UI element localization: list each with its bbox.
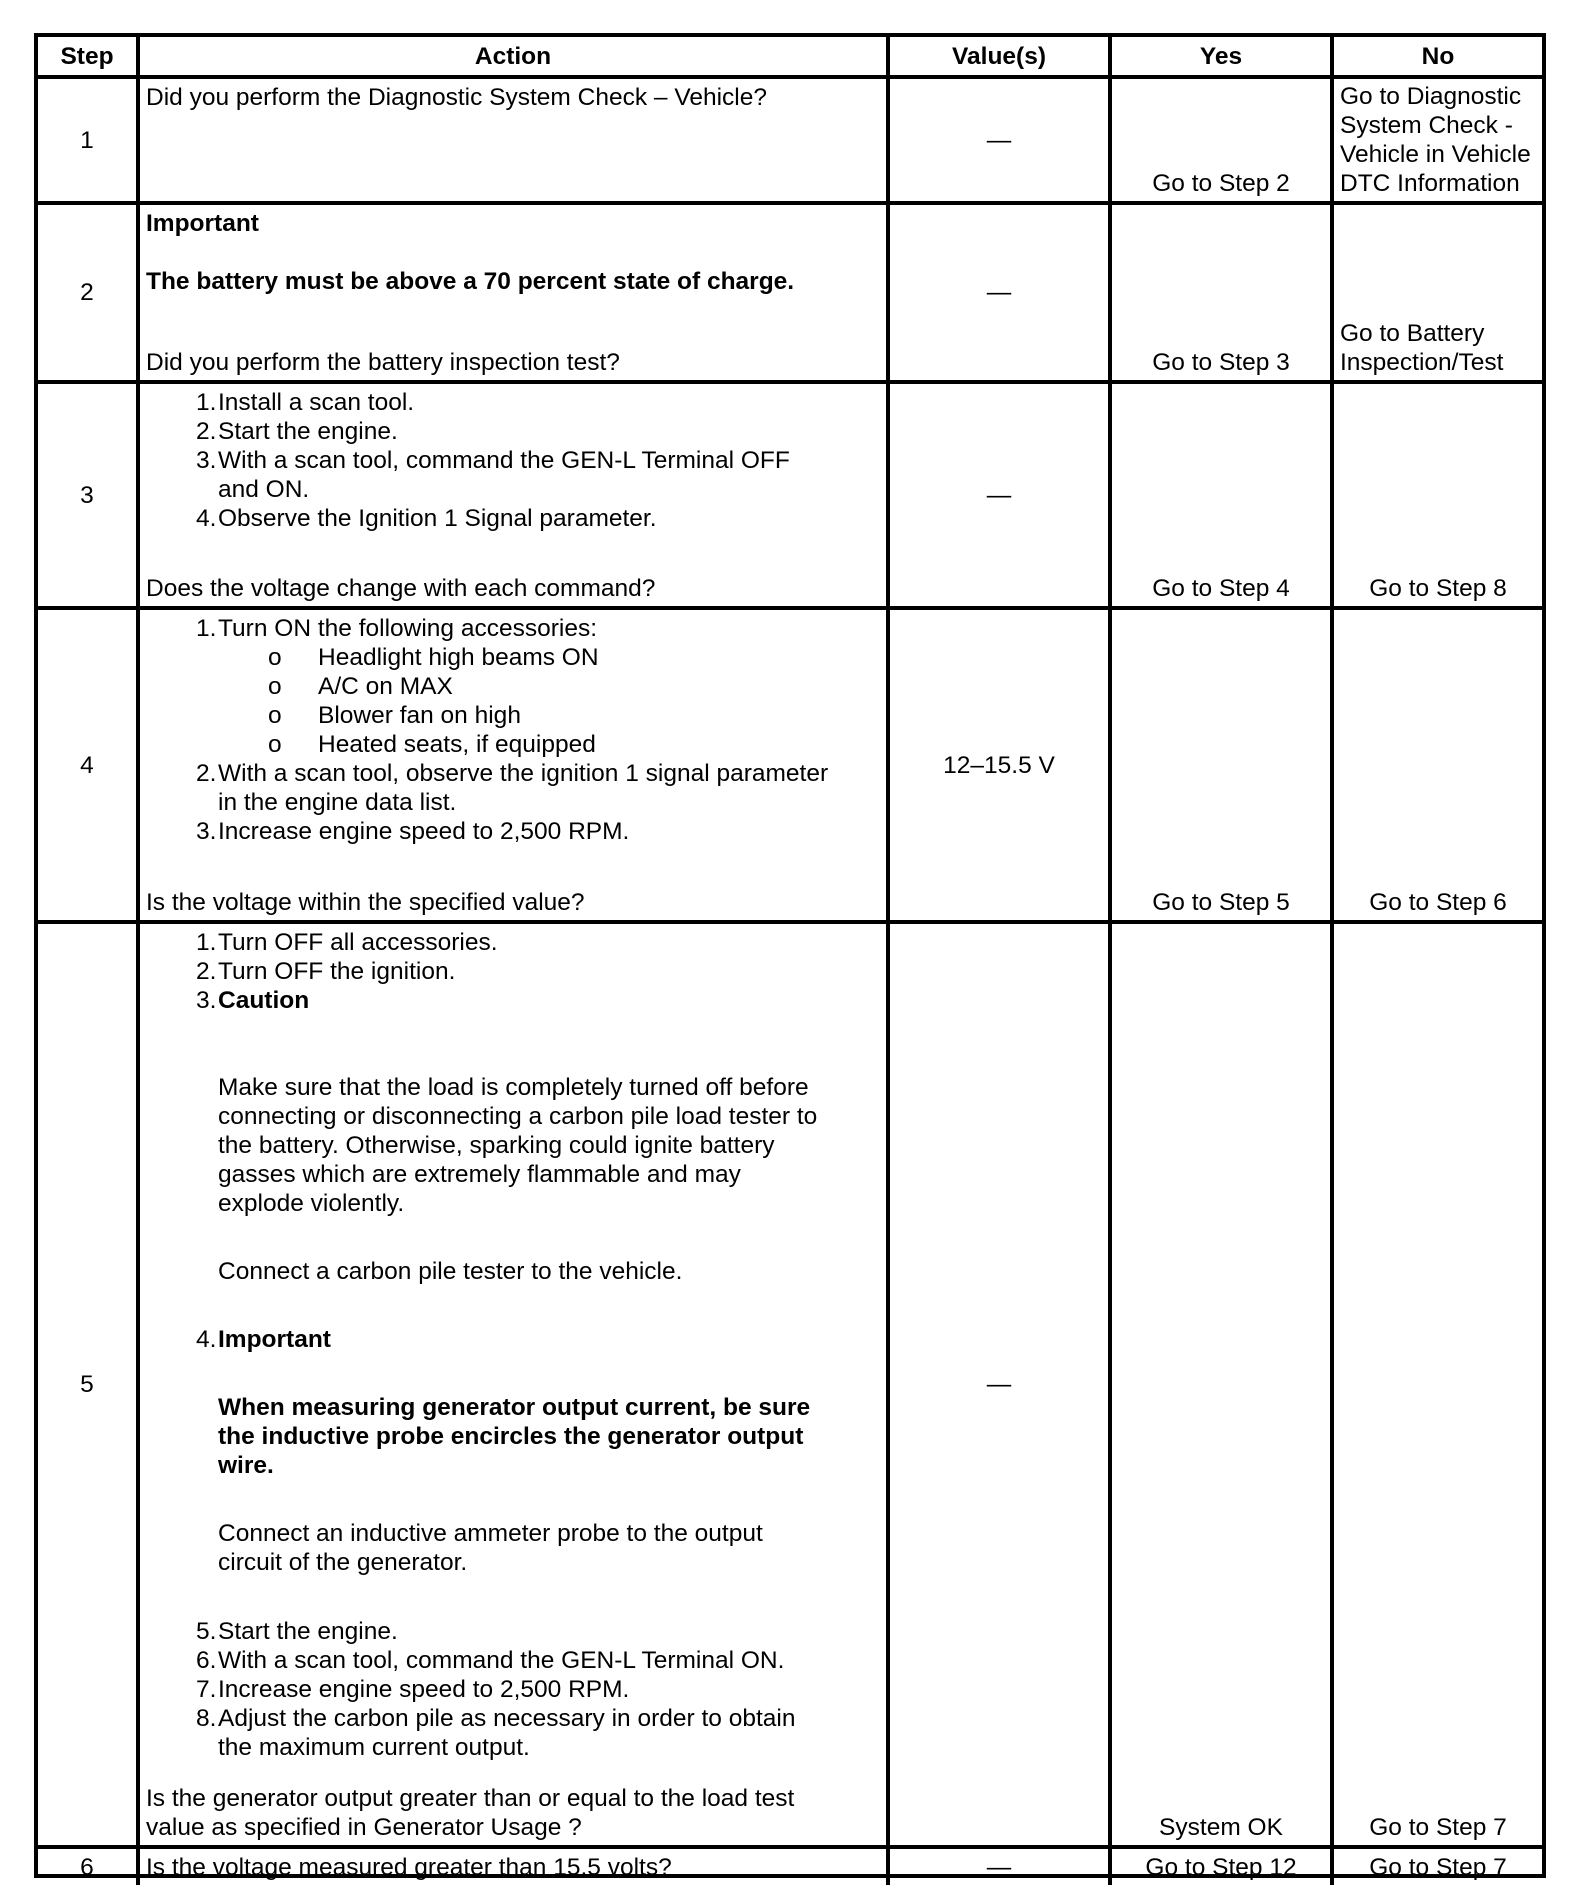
list-item: 2. Turn OFF the ignition. [196,958,456,985]
list-item: 3. With a scan tool, command the GEN-L Terminal OFF and ON. [196,447,790,503]
header-values: Value(s) [888,37,1110,77]
yes-cell: Go to Step 12 [1110,1847,1332,1885]
list-item: 3. Increase engine speed to 2,500 RPM. [196,818,630,845]
important-heading: Important [146,210,259,237]
action-cell [138,203,888,382]
important-text: When measuring generator output current, be sure the inductive probe encircles the generator output wire. [218,1394,811,1479]
yes-cell: Go to Step 4 [1110,382,1332,608]
list-item: 1. Turn ON the following accessories: [196,615,597,642]
action-question: Is the voltage within the specified value? [146,889,585,916]
action-question: Does the voltage change with each command? [146,575,656,602]
table-row [38,608,1542,922]
diagnostic-table [38,37,1542,1885]
value-cell: — [888,77,1110,203]
accessory-list [146,643,880,759]
list-item: 7. Increase engine speed to 2,500 RPM. [196,1676,630,1703]
yes-cell: Go to Step 3 [1110,203,1332,382]
action-question: Is the generator output greater than or equal to the load test value as specified in Generator Usage ? [146,1785,795,1841]
caution-heading: Caution [218,987,310,1014]
list-item: 5. Start the engine. [196,1618,398,1645]
step-action-text: Connect a carbon pile tester to the vehicle. [218,1258,683,1285]
action-cell [138,77,888,203]
action-cell [138,1847,888,1885]
step-number: 3 [38,382,138,608]
action-question: Is the voltage measured greater than 15.5 volts? [146,1853,672,1881]
caution-text: Make sure that the load is completely turned off before connecting or disconnecting a carbon pile load tester to the battery. Otherwise, sparking could ignite battery gasses which are extremely flammable and may explode violently. [218,1074,818,1217]
list-item: 4. Important When measuring generator output current, be sure the inductive probe encircles the generator output wire. Connect an inductive ammeter probe to the output circuit of the generator. [146,1325,880,1617]
list-item: 1. Install a scan tool. [196,389,415,416]
list-item: o Headlight high beams ON [268,644,599,671]
action-cell [138,922,888,1847]
header-action: Action [138,37,888,77]
no-line: Go to Diagnostic [1340,83,1522,110]
no-line: System Check - [1340,112,1513,139]
step-action-text: Connect an inductive ammeter probe to the output circuit of the generator. [218,1520,763,1576]
no-cell: Go to Step 7 [1332,1847,1542,1885]
value-cell: — [888,922,1110,1847]
yes-cell: System OK [1110,922,1332,1847]
no-line: Inspection/Test [1340,349,1504,376]
table-row [38,77,1542,203]
procedure-list [146,928,880,1762]
procedure-list [146,614,880,643]
procedure-list [146,759,880,846]
list-item: 2. With a scan tool, observe the ignition 1 signal parameter in the engine data list. [196,760,829,816]
no-line: DTC Information [1340,170,1520,197]
list-item: o A/C on MAX [268,673,453,700]
list-item: o Heated seats, if equipped [268,731,596,758]
value-cell: 12–15.5 V [888,608,1110,922]
no-cell: Go to Step 6 [1332,608,1542,922]
header-yes: Yes [1110,37,1332,77]
important-text: The battery must be above a 70 percent state of charge. [146,268,795,295]
yes-cell: Go to Step 5 [1110,608,1332,922]
step-number: 4 [38,608,138,922]
value-cell: — [888,1847,1110,1885]
list-item: o Blower fan on high [268,702,521,729]
no-cell: Go to Step 8 [1332,382,1542,608]
value-cell: — [888,382,1110,608]
header-no: No [1332,37,1542,77]
diagnostic-table-frame [34,33,1546,1881]
table-header-row [38,37,1542,77]
no-cell [1332,77,1542,203]
table-row [38,203,1542,382]
step-number: 1 [38,77,138,203]
step-number: 6 [38,1847,138,1885]
table-row [38,1847,1542,1885]
no-line: Go to Battery [1340,320,1485,347]
action-question: Did you perform the battery inspection test? [146,349,620,376]
list-item: 8. Adjust the carbon pile as necessary in order to obtain the maximum current output. [196,1705,796,1761]
step-number: 5 [38,922,138,1847]
procedure-list [146,388,880,533]
yes-cell: Go to Step 2 [1110,77,1332,203]
value-cell: — [888,203,1110,382]
action-question: Did you perform the Diagnostic System Check – Vehicle? [146,84,767,111]
list-item: 4. Observe the Ignition 1 Signal parameter. [196,505,657,532]
header-step: Step [38,37,138,77]
table-row [38,922,1542,1847]
list-item: 6. With a scan tool, command the GEN-L Terminal ON. [196,1647,785,1674]
no-line: Vehicle in Vehicle [1340,141,1531,168]
action-cell [138,382,888,608]
list-item: 3. Caution Make sure that the load is completely turned off before connecting or disconnecting a carbon pile load tester to the battery. Otherwise, sparking could ignite battery gasses which are extremely flammable and may explode violently. Connect a carbon pile tester to the vehicle. [146,986,880,1325]
no-cell [1332,203,1542,382]
no-cell: Go to Step 7 [1332,922,1542,1847]
action-cell [138,608,888,922]
list-item: 2. Start the engine. [196,418,398,445]
step-number: 2 [38,203,138,382]
important-heading: Important [218,1326,331,1353]
list-item: 1. Turn OFF all accessories. [196,929,498,956]
table-row [38,382,1542,608]
